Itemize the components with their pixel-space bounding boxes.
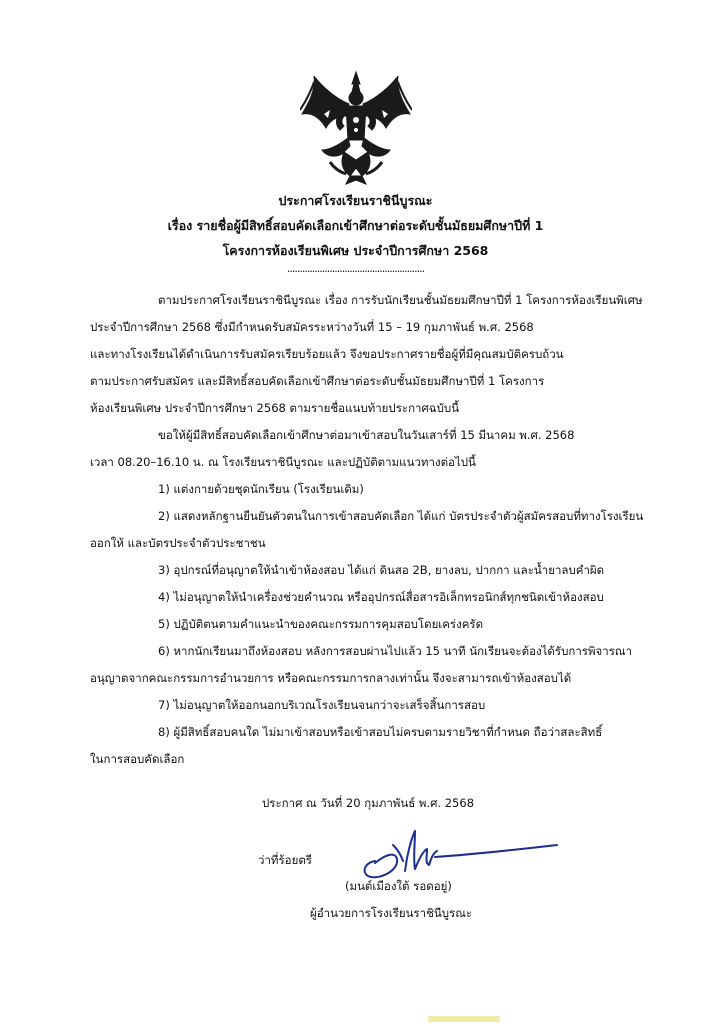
paragraph-line: ประจำปีการศึกษา 2568 ซึ่งมีกำหนดรับสมัครระหว่างวันที่ 15 – 19 กุมภาพันธ์ พ.ศ. 2568	[90, 320, 534, 334]
paragraph-line: เวลา 08.20–16.10 น. ณ โรงเรียนราชินีบูรณะ และปฏิบัติตามแนวทางต่อไปนี้	[90, 455, 476, 469]
announcement-date: ประกาศ ณ วันที่ 20 กุมภาพันธ์ พ.ศ. 2568	[262, 796, 475, 810]
signer-position: ผู้อำนวยการโรงเรียนราชินีบูรณะ	[310, 906, 473, 920]
paragraph-line: ตามประกาศรับสมัคร และมีสิทธิ์สอบคัดเลือกเข้าศึกษาต่อระดับชั้นมัธยมศึกษาปีที่ 1 โครงการ	[90, 374, 545, 388]
rule-item: 7) ไม่อนุญาตให้ออกนอกบริเวณโรงเรียนจนกว่าจะเสร็จสิ้นการสอบ	[158, 698, 486, 712]
paragraph-line: ตามประกาศโรงเรียนราชินีบูรณะ เรื่อง การรับนักเรียนชั้นมัธยมศึกษาปีที่ 1 โครงการห้องเรียนพิเศษ	[158, 293, 643, 307]
title-divider: .......................................................	[286, 262, 425, 275]
announcement-subject: เรื่อง รายชื่อผู้มีสิทธิ์สอบคัดเลือกเข้าศึกษาต่อระดับชั้นมัธยมศึกษาปีที่ 1	[167, 218, 544, 233]
signer-name: (มนต์เมืองใต้ รอดอยู่)	[345, 879, 452, 893]
paragraph-line: และทางโรงเรียนได้ดำเนินการรับสมัครเรียบร้อยแล้ว จึงขอประกาศรายชื่อผู้ที่มีคุณสมบัติครบถ้วน	[90, 347, 564, 361]
rule-item: 5) ปฏิบัติตนตามคำแนะนำของคณะกรรมการคุมสอบโดยเคร่งครัด	[158, 617, 484, 631]
rule-item: 8) ผู้มีสิทธิ์สอบคนใด ไม่มาเข้าสอบหรือเข้าสอบไม่ครบตามรายวิชาที่กำหนด ถือว่าสละสิทธิ์	[158, 725, 603, 739]
rule-item-continuation: อนุญาตจากคณะกรรมการอำนวยการ หรือคณะกรรมการกลางเท่านั้น จึงจะสามารถเข้าห้องสอบได้	[90, 671, 572, 685]
rule-item-continuation: ในการสอบคัดเลือก	[90, 752, 185, 766]
announcement-title: ประกาศโรงเรียนราชินีบูรณะ	[278, 193, 433, 208]
garuda-emblem-icon	[300, 70, 412, 186]
announcement-program: โครงการห้องเรียนพิเศษ ประจำปีการศึกษา 2568	[222, 243, 489, 258]
paragraph-line: ขอให้ผู้มีสิทธิ์สอบคัดเลือกเข้าศึกษาต่อมาเข้าสอบในวันเสาร์ที่ 15 มีนาคม พ.ศ. 2568	[158, 428, 575, 442]
rule-item: 4) ไม่อนุญาตให้นำเครื่องช่วยคำนวณ หรืออุปกรณ์สื่อสารอิเล็กทรอนิกส์ทุกชนิดเข้าห้องสอบ	[158, 590, 604, 604]
rule-item-continuation: ออกให้ และบัตรประจำตัวประชาชน	[90, 536, 266, 550]
paragraph-line: ห้องเรียนพิเศษ ประจำปีการศึกษา 2568 ตามรายชื่อแนบท้ายประกาศฉบับนี้	[90, 401, 460, 415]
rule-item: 2) แสดงหลักฐานยืนยันตัวตนในการเข้าสอบคัดเลือก ได้แก่ บัตรประจำตัวผู้สมัครสอบที่ทางโรงเรียน	[158, 509, 644, 523]
rule-item: 1) แต่งกายด้วยชุดนักเรียน (โรงเรียนเดิม)	[158, 482, 364, 496]
rule-item: 3) อุปกรณ์ที่อนุญาตให้นำเข้าห้องสอบ ได้แก่ ดินสอ 2B, ยางลบ, ปากกา และน้ำยาลบคำผิด	[158, 563, 605, 577]
rule-item: 6) หากนักเรียนมาถึงห้องสอบ หลังการสอบผ่านไปแล้ว 15 นาที นักเรียนจะต้องได้รับการพิจารณา	[158, 644, 633, 658]
acting-rank: ว่าที่ร้อยตรี	[258, 853, 312, 867]
paper-edge-mark	[428, 1016, 500, 1022]
